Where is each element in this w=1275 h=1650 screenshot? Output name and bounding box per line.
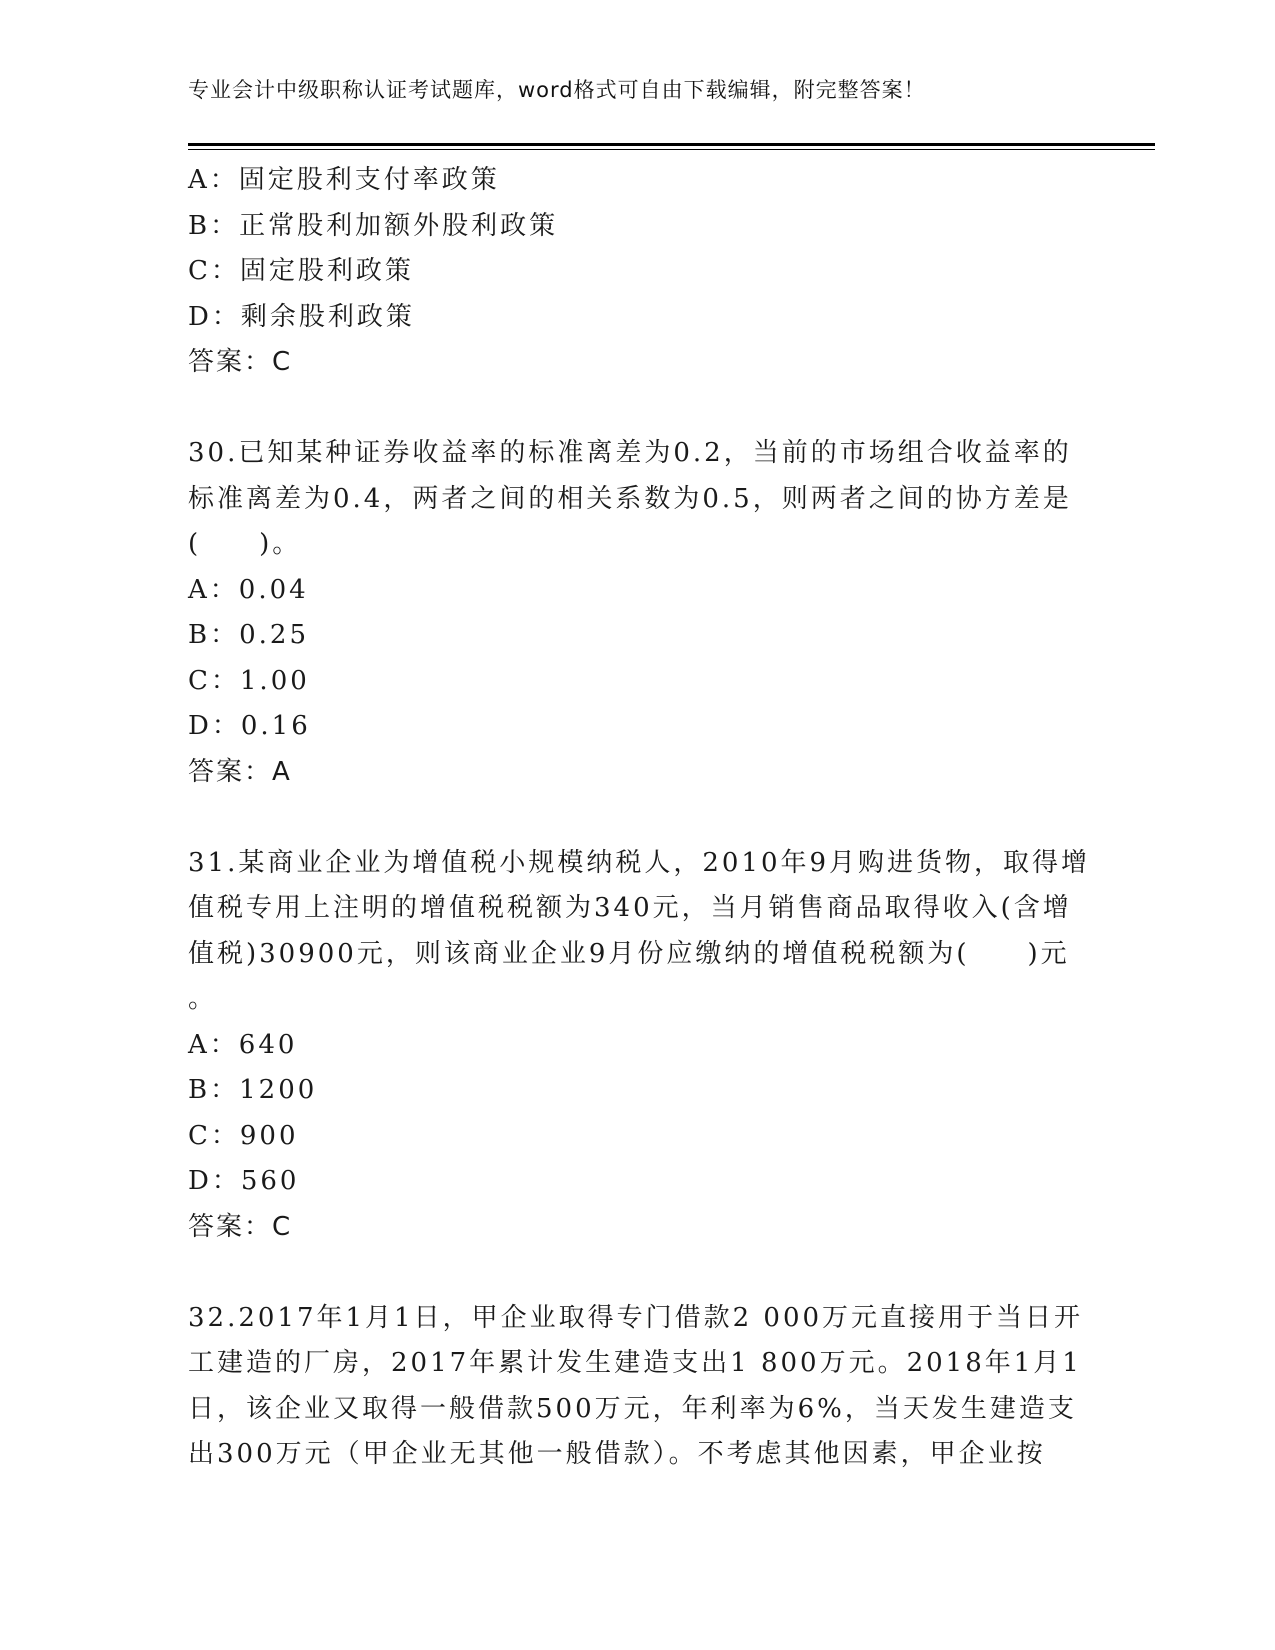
question-stem-line: ( )。 xyxy=(188,529,302,559)
question-stem-line: 值税)30900元，则该商业企业9月份应缴纳的增值税税额为( )元 xyxy=(188,938,1070,969)
option-line: B：0.25 xyxy=(188,620,309,650)
option-line: C：固定股利政策 xyxy=(188,256,414,286)
question-stem-line: 32.2017年1月1日，甲企业取得专门借款2 000万元直接用于当日开 xyxy=(188,1302,1084,1333)
answer-line: 答案：A xyxy=(188,756,292,787)
answer-line: 答案：C xyxy=(188,347,293,377)
option-line: A：固定股利支付率政策 xyxy=(188,165,500,195)
block-gap xyxy=(188,795,1088,841)
header-rule-thick xyxy=(188,143,1155,146)
option-line: D：560 xyxy=(188,1166,300,1196)
question-stem-line: 。 xyxy=(188,984,218,1014)
question-content xyxy=(188,158,1091,1478)
question-stem-line: 30.已知某种证券收益率的标准离差为0.2，当前的市场组合收益率的 xyxy=(188,438,1072,468)
question-stem-line: 31.某商业企业为增值税小规模纳税人，2010年9月购进货物，取得增 xyxy=(188,847,1091,878)
option-line: D：0.16 xyxy=(188,711,311,741)
option-line: D：剩余股利政策 xyxy=(188,301,415,332)
question-stem-line: 出300万元（甲企业无其他一般借款）。不考虑其他因素，甲企业按 xyxy=(188,1439,1046,1469)
question-stem-line: 工建造的厂房，2017年累计发生建造支出1 800万元。2018年1月1 xyxy=(188,1348,1082,1378)
block-gap xyxy=(188,386,1088,432)
option-line: B：1200 xyxy=(188,1075,318,1105)
option-line: A：0.04 xyxy=(188,574,309,605)
answer-line: 答案：C xyxy=(188,1211,293,1242)
question-stem-line: 值税专用上注明的增值税税额为340元，当月销售商品取得收入(含增 xyxy=(188,893,1072,923)
option-line: A：640 xyxy=(188,1029,298,1060)
page-header: 专业会计中级职称认证考试题库，word格式可自由下载编辑，附完整答案！ xyxy=(188,78,926,102)
header-rule-thin xyxy=(188,149,1155,150)
question-stem-line: 标准离差为0.4，两者之间的相关系数为0.5，则两者之间的协方差是 xyxy=(188,483,1072,514)
option-line: B：正常股利加额外股利政策 xyxy=(188,210,559,241)
block-gap xyxy=(188,1250,1088,1296)
option-line: C：900 xyxy=(188,1120,299,1151)
question-stem-line: 日，该企业又取得一般借款500万元，年利率为6%，当天发生建造支 xyxy=(188,1393,1077,1424)
option-line: C：1.00 xyxy=(188,665,310,696)
